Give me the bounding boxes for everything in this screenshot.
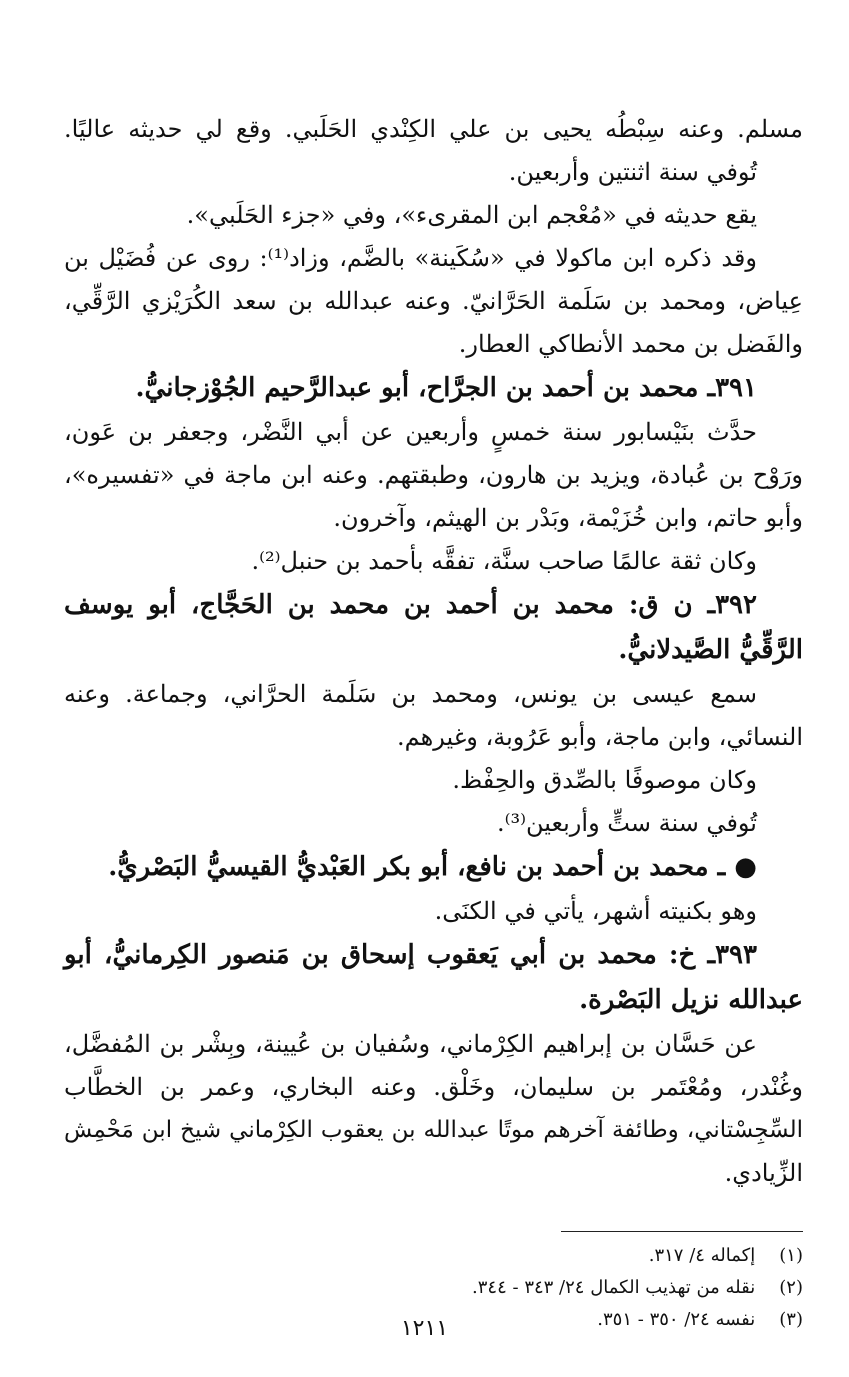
entry-heading: ٣٩٢ـ ن ق: محمد بن أحمد بن محمد بن الحَجَّاج، أبو يوسف xyxy=(64,590,757,620)
footnote xyxy=(64,1272,803,1304)
text-line: عن حَسَّان بن إبراهيم الكِرْماني، وسُفيان بن عُيينة، وبِشْر بن المُفضَّل، xyxy=(64,1030,757,1058)
footnote-text: نقله من تهذيب الكمال ٢٤/ ٣٤٣ - ٣٤٤. xyxy=(472,1277,756,1298)
text-line: وكان موصوفًا بالصِّدق والحِفْظ. xyxy=(452,766,757,794)
text-line: النسائي، وابن ماجة، وأبو عَرُوبة، وغيرهم. xyxy=(396,723,803,751)
text-line: سمع عيسى بن يونس، ومحمد بن سَلَمة الحرَّاني، وجماعة. وعنه xyxy=(64,680,757,708)
text-line: حدَّث بنَيْسابور سنة خمسٍ وأربعين عن أبي النَّضْر، وجعفر بن عَون، xyxy=(64,418,757,446)
footnote-separator xyxy=(561,1231,803,1232)
footnote-number: (١) xyxy=(779,1245,803,1266)
text-line: مسلم. وعنه سِبْطُه يحيى بن علي الكِنْدي الحَلَبي. وقع لي حديثه عاليًا. xyxy=(64,115,803,143)
text-line: وكان ثقة عالمًا صاحب سنَّة، تفقَّه بأحمد بن حنبل⁽²⁾. xyxy=(251,547,757,575)
footnote-text: إكماله ٤/ ٣١٧. xyxy=(648,1245,756,1266)
text-line: السِّجِسْتاني، وطائفة آخرهم موتًا عبدالله بن يعقوب الكِرْماني شيخ ابن مَحْمِش xyxy=(64,1117,803,1143)
footnote-text: نفسه ٢٤/ ٣٥٠ - ٣٥١. xyxy=(597,1309,756,1330)
text-line: وغُنْدر، ومُعْتَمر بن سليمان، وخَلْق. وعنه البخاري، وعمر بن الخطَّاب xyxy=(64,1073,804,1101)
footnote-number: (٣) xyxy=(779,1309,803,1330)
entry-heading-continued: الرَّقِّيُّ الصَّيدلانيُّ. xyxy=(618,635,803,665)
main-text xyxy=(64,108,803,1195)
entry-heading-continued: عبدالله نزيل البَصْرة. xyxy=(579,985,803,1015)
text-line: ورَوْح بن عُبادة، ويزيد بن هارون، وطبقتهم. وعنه ابن ماجة في «تفسيره»، xyxy=(64,461,803,489)
entry-heading: ● ـ محمد بن أحمد بن نافع، أبو بكر العَبْديُّ القيسيُّ البَصْريُّ. xyxy=(108,852,757,882)
text-line: تُوفي سنة ستٍّ وأربعين⁽³⁾. xyxy=(496,809,757,837)
text-line: الزِّيادي. xyxy=(724,1159,803,1187)
entry-heading: ٣٩١ـ محمد بن أحمد بن الجرَّاح، أبو عبدالرَّحيم الجُوْزجانيُّ. xyxy=(135,373,757,403)
text-line: عِياض، ومحمد بن سَلَمة الحَرَّانيّ. وعنه عبدالله بن سعد الكُرَيْزي الرَّقِّي، xyxy=(64,287,803,315)
text-line: تُوفي سنة اثنتين وأربعين. xyxy=(508,158,757,186)
page-number: ١٢١١ xyxy=(400,1316,449,1341)
text-line: وهو بكنيته أشهر، يأتي في الكنَى. xyxy=(434,897,757,925)
footnote xyxy=(64,1240,803,1272)
entry-heading: ٣٩٣ـ خ: محمد بن أبي يَعقوب إسحاق بن مَنصور الكِرمانيُّ، أبو xyxy=(64,940,757,970)
text-line: وأبو حاتم، وابن خُزَيْمة، وبَدْر بن الهيثم، وآخرون. xyxy=(333,504,803,532)
text-line: وقد ذكره ابن ماكولا في «سُكَينة» بالضَّم، وزاد⁽¹⁾: روى عن فُضَيْل بن xyxy=(64,244,757,272)
footnote-number: (٢) xyxy=(779,1277,803,1298)
text-line: يقع حديثه في «مُعْجم ابن المقرىء»، وفي «جزء الحَلَبي». xyxy=(186,201,757,229)
text-line: والفَضل بن محمد الأنطاكي العطار. xyxy=(458,330,803,358)
